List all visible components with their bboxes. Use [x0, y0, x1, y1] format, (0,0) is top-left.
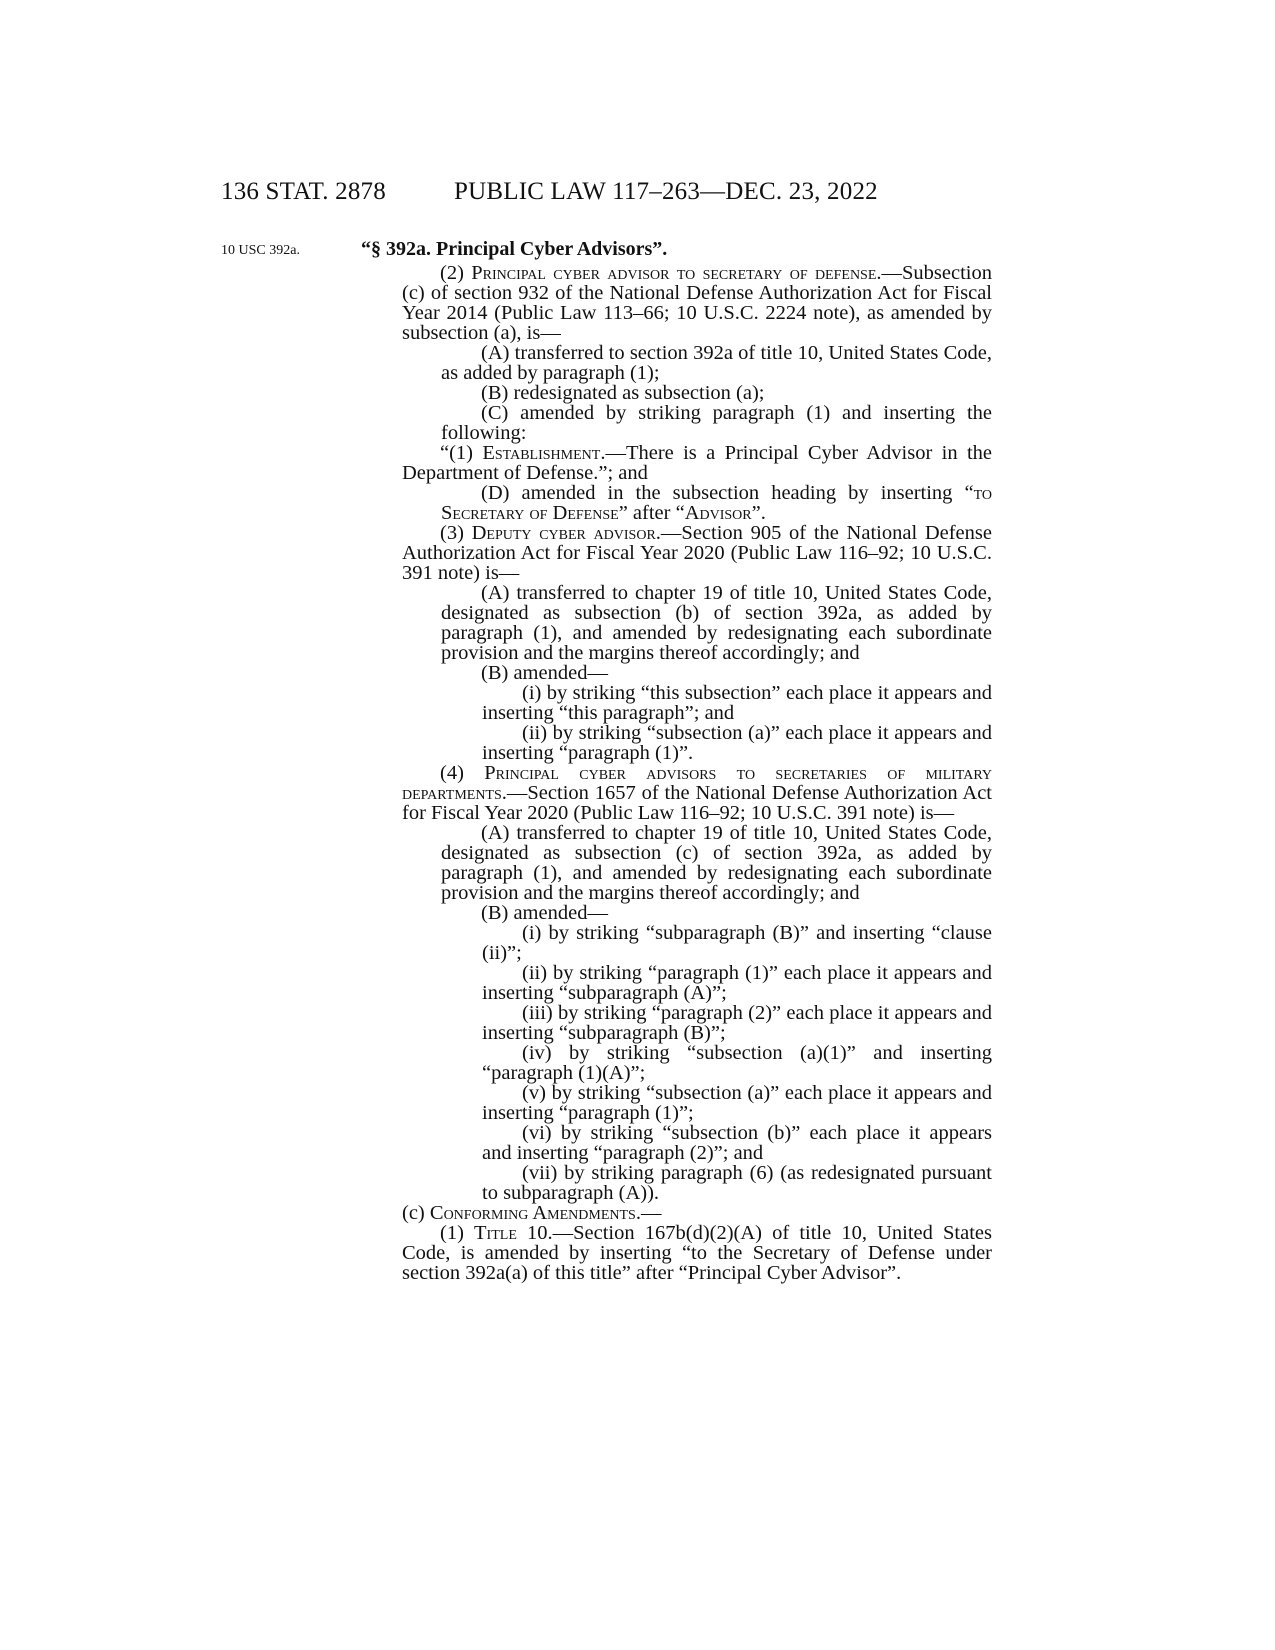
subparagraph-4a: (A) transferred to chapter 19 of title 10, United States Code, designated as subsection (c) of section 392a, as added by paragraph (1), and amended by redesignating each subordinate provision and the margins thereof accordingly; and [441, 822, 992, 904]
paragraph-3: (3) Deputy cyber advisor.—Section 905 of the National Defense Authorization Act for Fiscal Year 2020 (Public Law 116–92; 10 U.S.C. 391 note) is— [402, 522, 992, 584]
subparagraph-2d: (D) amended in the subsection heading by inserting “to Secretary of Defense” after “Advisor”. [441, 482, 992, 524]
clause-4b-iv: (iv) by striking “subsection (a)(1)” and inserting “paragraph (1)(A)”; [482, 1042, 992, 1084]
document-body [402, 263, 992, 1283]
subparagraph-4b: (B) amended— [481, 902, 608, 924]
subsection-c: (c) Conforming Amendments.— [402, 1202, 662, 1224]
margin-citation: 10 USC 392a. [221, 243, 300, 258]
subparagraph-2c: (C) amended by striking paragraph (1) and inserting the following: [441, 402, 992, 444]
paragraph-4: (4) Principal cyber advisors to secretaries of military departments.—Section 1657 of the National Defense Authorization Act for Fiscal Year 2020 (Public Law 116–92; 10 U.S.C. 391 note) is— [402, 762, 992, 824]
clause-4b-i: (i) by striking “subparagraph (B)” and inserting “clause (ii)”; [482, 922, 992, 964]
clause-4b-iii: (iii) by striking “paragraph (2)” each place it appears and inserting “subparagraph (B)”; [482, 1002, 992, 1044]
section-heading: “§ 392a. Principal Cyber Advisors”. [361, 238, 668, 260]
clause-4b-vii: (vii) by striking paragraph (6) (as redesignated pursuant to subparagraph (A)). [482, 1162, 992, 1204]
paragraph-c1: (1) Title 10.—Section 167b(d)(2)(A) of title 10, United States Code, is amended by inserting “to the Secretary of Defense under section 392a(a) of this title” after “Principal Cyber Advisor”. [402, 1222, 992, 1284]
clause-3b-ii: (ii) by striking “subsection (a)” each place it appears and inserting “paragraph (1)”. [482, 722, 992, 764]
paragraph-2: (2) Principal cyber advisor to secretary of defense.—Subsection (c) of section 932 of the National Defense Authorization Act for Fiscal Year 2014 (Public Law 113–66; 10 U.S.C. 2224 note), as amended by subsection (a), is— [402, 262, 992, 344]
subparagraph-2b: (B) redesignated as subsection (a); [481, 382, 765, 404]
paragraph-4-heading: (4) Principal cyber advisors to secretaries of military departments. [402, 762, 992, 804]
inserted-establishment-text: “(1) Establishment.—There is a Principal Cyber Advisor in the Department of Defense.”; and [402, 442, 992, 484]
stat-page-number: 136 STAT. 2878 [221, 178, 386, 205]
subparagraph-2a: (A) transferred to section 392a of title 10, United States Code, as added by paragraph (1); [441, 342, 992, 384]
paragraph-2-heading: (2) Principal cyber advisor to secretary of defense.— [440, 262, 903, 284]
running-header: PUBLIC LAW 117–263—DEC. 23, 2022 [454, 178, 878, 205]
clause-4b-v: (v) by striking “subsection (a)” each place it appears and inserting “paragraph (1)”; [482, 1082, 992, 1124]
subparagraph-3a: (A) transferred to chapter 19 of title 10, United States Code, designated as subsection (b) of section 392a, as added by paragraph (1), and amended by redesignating each subordinate provision and the margins thereof accordingly; and [441, 582, 992, 664]
clause-4b-ii: (ii) by striking “paragraph (1)” each place it appears and inserting “subparagraph (A)”; [482, 962, 992, 1004]
clause-3b-i: (i) by striking “this subsection” each place it appears and inserting “this paragraph”; and [482, 682, 992, 724]
clause-4b-vi: (vi) by striking “subsection (b)” each place it appears and inserting “paragraph (2)”; and [482, 1122, 992, 1164]
subparagraph-3b: (B) amended— [481, 662, 608, 684]
paragraph-3-heading: (3) Deputy cyber advisor. [440, 522, 661, 544]
